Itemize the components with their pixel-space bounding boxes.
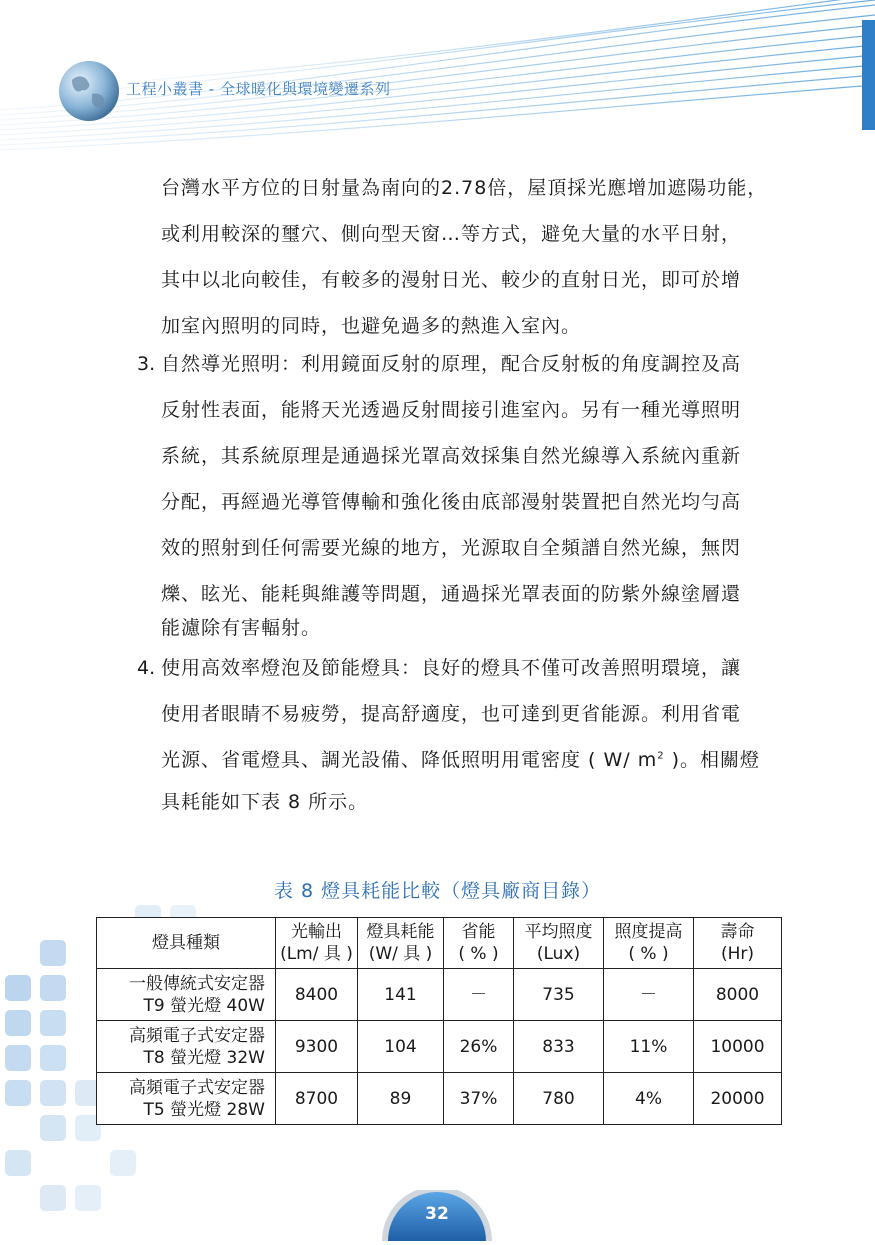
header-watt: 燈具耗能 (W/ 具 )	[358, 918, 444, 969]
cell-increase: －	[604, 969, 694, 1021]
item4-line	[161, 737, 760, 783]
item3-line: 系統，其系統原理是通過採光罩高效採集自然光線導入系統內重新	[161, 445, 742, 467]
page-number-badge	[378, 1190, 496, 1241]
cell-type: 高頻電子式安定器 T8 螢光燈 32W	[97, 1021, 276, 1073]
header-increase: 照度提高 ( % )	[604, 918, 694, 969]
cell-life: 8000	[694, 969, 782, 1021]
energy-table	[96, 917, 782, 1125]
cell-lux: 833	[514, 1021, 604, 1073]
paragraph-line: 加室內照明的同時，也避免過多的熱進入室內。	[161, 315, 582, 337]
cell-type: 一般傳統式安定器 T9 螢光燈 40W	[97, 969, 276, 1021]
cell-life: 20000	[694, 1073, 782, 1125]
cell-increase: 11%	[604, 1021, 694, 1073]
superscript: 2	[657, 750, 665, 762]
table-header-row	[97, 918, 782, 969]
page-number: 32	[425, 1204, 449, 1224]
item3-line: 反射性表面，能將天光透過反射間接引進室內。另有一種光導照明	[161, 399, 742, 421]
series-title: 工程小叢書 - 全球暖化與環境變遷系列	[126, 80, 391, 98]
header-lumen: 光輸出 (Lm/ 具 )	[276, 918, 358, 969]
item4-line: 使用高效率燈泡及節能燈具：良好的燈具不僅可改善照明環境，讓	[161, 657, 742, 679]
paragraph-line: 或利用較深的璽穴、側向型天窗…等方式，避免大量的水平日射，	[161, 223, 742, 245]
cell-saving: 37%	[444, 1073, 514, 1125]
item3-line: 分配，再經過光導管傳輸和強化後由底部漫射裝置把自然光均勻高	[161, 491, 742, 513]
item4-line: 具耗能如下表 8 所示。	[161, 791, 369, 813]
item-number: 3.	[137, 353, 156, 375]
cell-life: 10000	[694, 1021, 782, 1073]
item4-line: 使用者眼睛不易疲勞，提高舒適度，也可達到更省能源。利用省電	[161, 703, 742, 725]
cell-increase: 4%	[604, 1073, 694, 1125]
cell-type: 高頻電子式安定器 T5 螢光燈 28W	[97, 1073, 276, 1125]
cell-lux: 735	[514, 969, 604, 1021]
cell-lumen: 9300	[276, 1021, 358, 1073]
item3-line: 爍、眩光、能耗與維護等問題，通過採光罩表面的防紫外線塗層還	[161, 583, 742, 605]
header-lux: 平均照度 (Lux)	[514, 918, 604, 969]
table-caption: 表 8 燈具耗能比較（燈具廠商目錄）	[273, 880, 602, 902]
cell-lumen: 8400	[276, 969, 358, 1021]
cell-watt: 141	[358, 969, 444, 1021]
cell-watt: 89	[358, 1073, 444, 1125]
header-saving: 省能 ( % )	[444, 918, 514, 969]
item3-line: 自然導光照明：利用鏡面反射的原理，配合反射板的角度調控及高	[161, 353, 742, 375]
cell-lumen: 8700	[276, 1073, 358, 1125]
item3-line: 能濾除有害輻射。	[161, 617, 322, 639]
paragraph-line: 其中以北向較佳，有較多的漫射日光、較少的直射日光，即可於增	[161, 269, 742, 291]
table-row	[97, 969, 782, 1021]
cell-lux: 780	[514, 1073, 604, 1125]
cell-saving: 26%	[444, 1021, 514, 1073]
cell-saving: －	[444, 969, 514, 1021]
item-number: 4.	[137, 657, 156, 679]
header-life: 壽命 (Hr)	[694, 918, 782, 969]
item3-line: 效的照射到任何需要光線的地方，光源取自全頻譜自然光線，無閃	[161, 537, 742, 559]
item4-line3-text: 光源、省電燈具、調光設備、降低照明用電密度 ( W/ m	[161, 749, 658, 771]
paragraph-line: 台灣水平方位的日射量為南向的2.78倍，屋頂採光應增加遮陽功能，	[161, 177, 768, 199]
item4-line3-end: )。相關燈	[664, 749, 761, 771]
table-row	[97, 1073, 782, 1125]
globe-icon	[58, 60, 120, 122]
cell-watt: 104	[358, 1021, 444, 1073]
header-lamp-type: 燈具種類	[97, 918, 276, 969]
table-row	[97, 1021, 782, 1073]
